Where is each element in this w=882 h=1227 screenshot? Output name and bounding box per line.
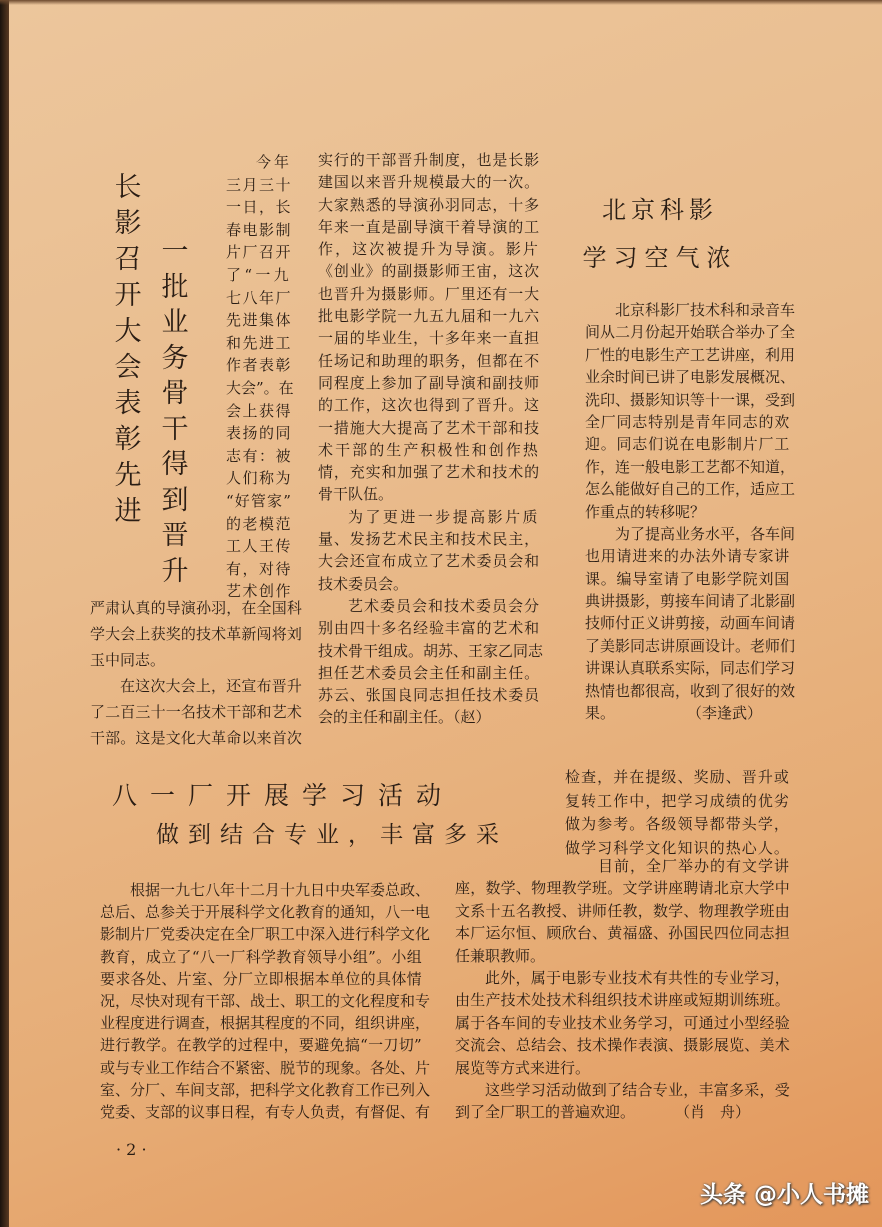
text-line bbox=[585, 344, 796, 366]
title-character: 召 bbox=[114, 244, 142, 275]
text-line bbox=[226, 558, 292, 581]
text-line bbox=[100, 901, 431, 923]
text-line-content: 影制片厂党委决定在全厂职工中深入进行科学文化 bbox=[100, 925, 431, 944]
text-line-content: 技术委员会。 bbox=[318, 574, 409, 593]
text-line-content: 大家熟悉的导演孙羽同志，十多 bbox=[318, 195, 540, 214]
text-line bbox=[226, 422, 292, 445]
text-line-content: 实行的干部晋升制度，也是长影 bbox=[318, 151, 540, 169]
text-line bbox=[318, 305, 540, 327]
text-line bbox=[100, 968, 422, 990]
text-line-content: 学大会上获奖的技术革新闯将刘 bbox=[90, 625, 302, 643]
text-line-content: 怎么能做好自己的工作，适应工 bbox=[585, 480, 796, 499]
text-line-content: 艺术创作 bbox=[226, 582, 292, 601]
text-line bbox=[318, 461, 540, 483]
title-character: 晋 bbox=[161, 520, 189, 551]
text-line bbox=[226, 219, 292, 242]
text-line bbox=[226, 354, 292, 377]
text-line bbox=[226, 309, 292, 332]
text-line bbox=[585, 590, 796, 612]
text-line-content: 一届的毕业生，十多年来一直担 bbox=[318, 329, 540, 348]
text-line-content: 业余时间已讲了电影发展概况、 bbox=[585, 368, 796, 387]
text-line bbox=[455, 877, 790, 899]
text-line bbox=[90, 595, 302, 621]
text-line bbox=[455, 1012, 790, 1034]
text-line-content: 别由四十多名经验丰富的艺术和 bbox=[318, 619, 540, 638]
text-line-content: 先进集体 bbox=[226, 311, 292, 330]
text-line-content: 了“一九 bbox=[226, 265, 292, 284]
text-line-content: 间从二月份起开始联合举办了全 bbox=[585, 323, 796, 342]
text-line-content: 有，对待 bbox=[226, 559, 292, 578]
text-line bbox=[318, 662, 540, 684]
text-line bbox=[226, 513, 292, 536]
title-character: 升 bbox=[161, 555, 189, 587]
text-line bbox=[90, 725, 302, 751]
text-line-content: 文系十五名教授、讲师任教，数学、物理教学班由 bbox=[455, 901, 790, 920]
text-line bbox=[226, 196, 292, 219]
text-line-content: 室、分厂、车间支部，把科学文化教育工作已列入 bbox=[100, 1080, 431, 1099]
text-line-content: 交流会、总结会、技术操作表演、摄影展览、美术 bbox=[455, 1036, 790, 1055]
text-line-content: 技师付正义讲剪接，动画车间请 bbox=[585, 614, 796, 633]
text-line bbox=[455, 855, 790, 877]
text-line-content: 座，数学、物理教学班。文学讲座聘请北京大学中 bbox=[455, 879, 790, 898]
watermark: 头条 @小人书摊 bbox=[700, 1182, 870, 1208]
text-line-content: 会的主任和副主任。（赵） bbox=[318, 708, 491, 727]
text-line bbox=[318, 595, 540, 617]
article-title-line1: 北京科影 bbox=[602, 196, 718, 224]
text-line-content: 党委、支部的议事日程，有专人负责，有督促、有 bbox=[100, 1102, 431, 1121]
text-line-content: 教育，成立了“八一厂科学教育领导小组”。小组 bbox=[100, 947, 422, 966]
text-line bbox=[226, 490, 292, 513]
text-line-content: 和先进工 bbox=[226, 333, 292, 352]
title-character: 开 bbox=[114, 280, 142, 311]
text-line bbox=[90, 647, 302, 673]
text-line-content: 总后、总参关于开展科学文化教育的通知，八一电 bbox=[100, 903, 431, 922]
text-line bbox=[455, 989, 790, 1011]
text-line-content: 批电影学院一九五九届和一九六 bbox=[318, 307, 540, 326]
text-line-content: 片厂召开 bbox=[226, 243, 292, 262]
article-subheadline: 做到结合专业，丰富多采 bbox=[156, 822, 508, 848]
article-subtitle-vertical bbox=[160, 234, 190, 589]
text-line bbox=[318, 640, 544, 662]
article-body-middle-column bbox=[318, 149, 544, 729]
text-line bbox=[455, 945, 790, 967]
text-line bbox=[455, 1057, 790, 1079]
text-line bbox=[226, 535, 292, 558]
text-line-content: 骨干队伍。 bbox=[318, 485, 394, 504]
text-line-content: 做学习科学文化知识的热心人。 bbox=[565, 839, 790, 858]
text-line bbox=[585, 680, 796, 702]
text-line bbox=[585, 545, 790, 567]
text-line bbox=[226, 400, 292, 423]
text-line bbox=[455, 1079, 790, 1101]
scan-edge-left bbox=[0, 0, 9, 1227]
text-line-content: 本厂运尔恒、顾欣台、黄福盛、孙国民四位同志担 bbox=[455, 924, 790, 943]
text-line-content: 工人王传 bbox=[226, 537, 292, 556]
text-line-content: 由生产技术处技术科组织技术讲座或短期训练班。 bbox=[455, 991, 790, 1010]
text-line-content: 同程度上参加了副导演和副技师 bbox=[318, 373, 540, 392]
author-byline: （肖 舟） bbox=[674, 1103, 750, 1122]
article-title-line2: 学习空气浓 bbox=[582, 244, 738, 272]
title-character: 骨 bbox=[161, 378, 189, 409]
text-line bbox=[226, 445, 292, 468]
text-line-content: 要求各处、片室、分厂立即根据本单位的具体情 bbox=[100, 969, 422, 988]
text-line-content: 会上获得 bbox=[226, 401, 292, 420]
text-line-content: 作，连一般电影工艺都不知道， bbox=[585, 457, 796, 476]
text-line-content: 人们称为 bbox=[226, 469, 292, 488]
text-line-content: 三月三十 bbox=[226, 175, 292, 194]
text-line-content: 大会”。在 bbox=[226, 378, 294, 397]
text-line bbox=[318, 573, 540, 595]
text-line-content: 术干部的生产积极性和创作热 bbox=[318, 440, 540, 459]
text-line-content: 或与专业工作结合不紧密、脱节的现象。各处、片 bbox=[100, 1058, 431, 1077]
text-line bbox=[585, 433, 790, 455]
text-line-content: 任场记和助理的职务，但都在不 bbox=[318, 351, 540, 370]
text-line bbox=[318, 216, 540, 238]
text-line bbox=[90, 621, 302, 647]
text-line bbox=[100, 879, 431, 901]
text-line-content: 复转工作中，把学习成绩的优劣 bbox=[565, 791, 790, 810]
text-line bbox=[318, 171, 540, 193]
text-line bbox=[90, 673, 302, 699]
article-title-vertical bbox=[113, 170, 143, 530]
text-line-content: 了美影同志讲原画设计。老师们 bbox=[585, 636, 796, 655]
title-character: 会 bbox=[114, 352, 142, 383]
text-line bbox=[585, 389, 796, 411]
title-character: 得 bbox=[161, 449, 189, 480]
text-line bbox=[318, 706, 540, 728]
text-line bbox=[100, 1012, 431, 1034]
text-line bbox=[585, 321, 796, 343]
text-line-content: 作，这次被提升为导演。影片 bbox=[318, 240, 540, 259]
text-line bbox=[100, 1101, 431, 1123]
text-line bbox=[318, 149, 540, 171]
article-body bbox=[585, 299, 796, 724]
text-line-content: 北京科影厂技术科和录音车 bbox=[615, 301, 796, 319]
text-line-content: 根据一九七八年十二月十九日中央军委总政、 bbox=[130, 881, 431, 899]
text-line bbox=[318, 194, 540, 216]
text-line-content: 大会还宣布成立了艺术委员会和 bbox=[318, 552, 540, 571]
title-character: 彰 bbox=[114, 424, 142, 455]
text-line bbox=[318, 617, 540, 639]
text-line bbox=[318, 372, 540, 394]
article-headline: 八一厂开展学习活动 bbox=[112, 781, 455, 810]
text-line-content: 建国以来晋升规模最大的一次。 bbox=[318, 173, 540, 192]
text-line bbox=[455, 967, 790, 989]
text-line-content: 热情也都很高，收到了很好的效 bbox=[585, 681, 796, 700]
text-line-content: 今年 bbox=[256, 153, 292, 171]
text-line-content: 苏云、张国良同志担任技术委员 bbox=[318, 686, 540, 705]
text-line bbox=[585, 523, 796, 545]
text-line bbox=[318, 327, 540, 349]
text-line bbox=[318, 394, 540, 416]
text-line-content: 志有：被 bbox=[226, 446, 292, 465]
text-line bbox=[318, 483, 540, 505]
text-line-content: 担任艺术委员会主任和副主任。 bbox=[318, 663, 540, 682]
text-line-content: 量、发扬艺术民主和技术民主， bbox=[318, 530, 540, 549]
text-line-content: 的老模范 bbox=[226, 514, 292, 533]
title-character: 影 bbox=[114, 208, 142, 239]
title-character: 到 bbox=[161, 484, 189, 516]
text-line bbox=[585, 657, 796, 679]
title-character: 先 bbox=[114, 460, 142, 491]
text-line bbox=[318, 283, 540, 305]
text-line-content: 年来一直是副导演干着导演的工 bbox=[318, 217, 540, 236]
title-character: 大 bbox=[114, 316, 142, 347]
text-line-content: 目前，全厂举办的有文学讲 bbox=[598, 857, 790, 875]
text-line-content: 一日，长 bbox=[226, 198, 292, 217]
text-line-content: 也用请进来的办法外请专家讲 bbox=[585, 547, 790, 566]
text-line-content: 这些学习活动做到了结合专业，丰富多采，受 bbox=[485, 1080, 790, 1099]
text-line-content: 全厂同志特别是青年同志的欢 bbox=[585, 412, 790, 431]
text-line bbox=[318, 684, 540, 706]
text-line-content: 为了更进一步提高影片质 bbox=[348, 507, 540, 526]
text-line bbox=[318, 506, 540, 528]
text-line bbox=[318, 350, 540, 372]
text-line bbox=[455, 1034, 790, 1056]
text-line-content: 洗印、摄影知识等十一课，受到 bbox=[585, 390, 796, 409]
text-line bbox=[565, 790, 790, 814]
text-line bbox=[318, 417, 540, 439]
article-body-right-bottom bbox=[455, 855, 790, 1124]
text-line bbox=[226, 264, 292, 287]
article-body-wide-column bbox=[90, 595, 302, 751]
text-line bbox=[585, 299, 796, 321]
text-line bbox=[585, 456, 796, 478]
text-line bbox=[565, 766, 790, 790]
text-line bbox=[226, 151, 292, 174]
text-line-content: 展览等方式来进行。 bbox=[455, 1058, 591, 1077]
text-line bbox=[585, 366, 796, 388]
text-line-content: 属于各车间的专业技术业务学习，可通过小型经验 bbox=[455, 1013, 790, 1032]
text-line bbox=[100, 1034, 422, 1056]
title-character: 业 bbox=[161, 307, 189, 338]
text-line-content: 技术骨干组成。胡苏、王家乙同志 bbox=[318, 641, 544, 660]
article-body-left bbox=[100, 879, 431, 1123]
title-character: 干 bbox=[161, 413, 189, 445]
text-line bbox=[585, 568, 790, 590]
text-line bbox=[226, 467, 292, 490]
text-line-content: 典讲摄影，剪接车间请了北影副 bbox=[585, 592, 796, 611]
title-character: 务 bbox=[161, 342, 189, 374]
text-line bbox=[585, 478, 796, 500]
article-body-narrow-column bbox=[226, 151, 292, 603]
text-line-content: 为了提高业务水平，各车间 bbox=[615, 524, 796, 543]
text-line bbox=[455, 922, 790, 944]
text-line bbox=[318, 528, 540, 550]
text-line-content: 迎。同志们说在电影制片厂工 bbox=[585, 435, 790, 454]
text-line bbox=[585, 411, 790, 433]
text-line-content: 果。 bbox=[585, 704, 616, 723]
title-character: 批 bbox=[161, 271, 189, 303]
text-line-content: 情，充实和加强了艺术和技术的 bbox=[318, 463, 540, 482]
text-line-content: “好管家” bbox=[226, 491, 292, 510]
text-line-content: 的工作，这次也得到了晋升。这 bbox=[318, 396, 540, 415]
text-line bbox=[318, 439, 540, 461]
text-line-content: 也晋升为摄影师。厂里还有一大 bbox=[318, 284, 540, 303]
text-line bbox=[585, 501, 790, 523]
scan-edge-top bbox=[0, 0, 882, 5]
text-line-content: 进行教学。在教学的过程中，要避免搞“一刀切” bbox=[100, 1036, 422, 1055]
page-number: · 2 · bbox=[116, 1140, 147, 1159]
text-line-content: 到了全厂职工的普遍欢迎。 bbox=[455, 1103, 636, 1122]
text-line-content: 《创业》的副摄影师王宙，这次 bbox=[318, 262, 540, 281]
text-line-content: 业程度进行调查，根据其程度的不同，组织讲座， bbox=[100, 1014, 431, 1033]
text-line-content: 了二百三十一名技术干部和艺术 bbox=[90, 703, 302, 721]
title-character: 表 bbox=[114, 388, 142, 419]
title-character: 一 bbox=[161, 236, 189, 267]
text-line bbox=[100, 1079, 431, 1101]
title-character: 长 bbox=[114, 172, 142, 203]
text-line-content: 艺术委员会和技术委员会分 bbox=[348, 596, 540, 615]
text-line bbox=[100, 1057, 431, 1079]
text-line-content: 干部。这是文化大革命以来首次 bbox=[90, 729, 302, 747]
text-line-content: 春电影制 bbox=[226, 220, 292, 239]
text-line-content: 玉中同志。 bbox=[90, 651, 166, 669]
article-body-right-top bbox=[565, 766, 790, 861]
text-line-content: 七八年厂 bbox=[226, 288, 292, 307]
text-line bbox=[318, 550, 540, 572]
text-line-content: 况，尽快对现有干部、战士、职工的文化程度和专 bbox=[100, 991, 431, 1010]
text-line bbox=[100, 946, 422, 968]
text-line bbox=[226, 241, 292, 264]
text-line bbox=[318, 260, 540, 282]
text-line-content: 厂性的电影生产工艺讲座，利用 bbox=[585, 345, 796, 364]
text-line bbox=[565, 813, 790, 837]
text-line-content: 做为参考。各级领导都带头学， bbox=[565, 815, 790, 834]
title-character: 进 bbox=[114, 496, 142, 527]
text-line bbox=[90, 699, 302, 725]
text-line bbox=[226, 332, 292, 355]
text-line bbox=[100, 923, 431, 945]
text-line-content: 任兼职教师。 bbox=[455, 946, 546, 965]
text-line-content: 作重点的转移呢？ bbox=[585, 502, 706, 521]
text-line bbox=[226, 174, 292, 197]
text-line-content: 作者表彰 bbox=[226, 356, 292, 375]
text-line bbox=[226, 287, 292, 310]
author-byline: （李逢武） bbox=[686, 704, 762, 723]
text-line-content: 讲课认真联系实际，同志们学习 bbox=[585, 659, 796, 678]
text-line-content: 此外，属于电影专业技术有共性的专业学习， bbox=[485, 968, 790, 987]
text-line bbox=[318, 238, 540, 260]
text-line-content: 在这次大会上，还宣布晋升 bbox=[120, 677, 302, 695]
text-line bbox=[455, 900, 790, 922]
text-line bbox=[226, 377, 292, 400]
text-line-content: 严肃认真的导演孙羽，在全国科 bbox=[90, 599, 302, 617]
text-line bbox=[585, 612, 796, 634]
text-line bbox=[100, 990, 431, 1012]
text-line-content: 表扬的同 bbox=[226, 424, 292, 443]
text-line-content: 检查，并在提级、奖励、晋升或 bbox=[565, 768, 790, 786]
text-line-content: 课。编导室请了电影学院刘国 bbox=[585, 569, 790, 588]
text-line bbox=[585, 635, 796, 657]
text-line-content: 一措施大大提高了艺术干部和技 bbox=[318, 418, 540, 437]
